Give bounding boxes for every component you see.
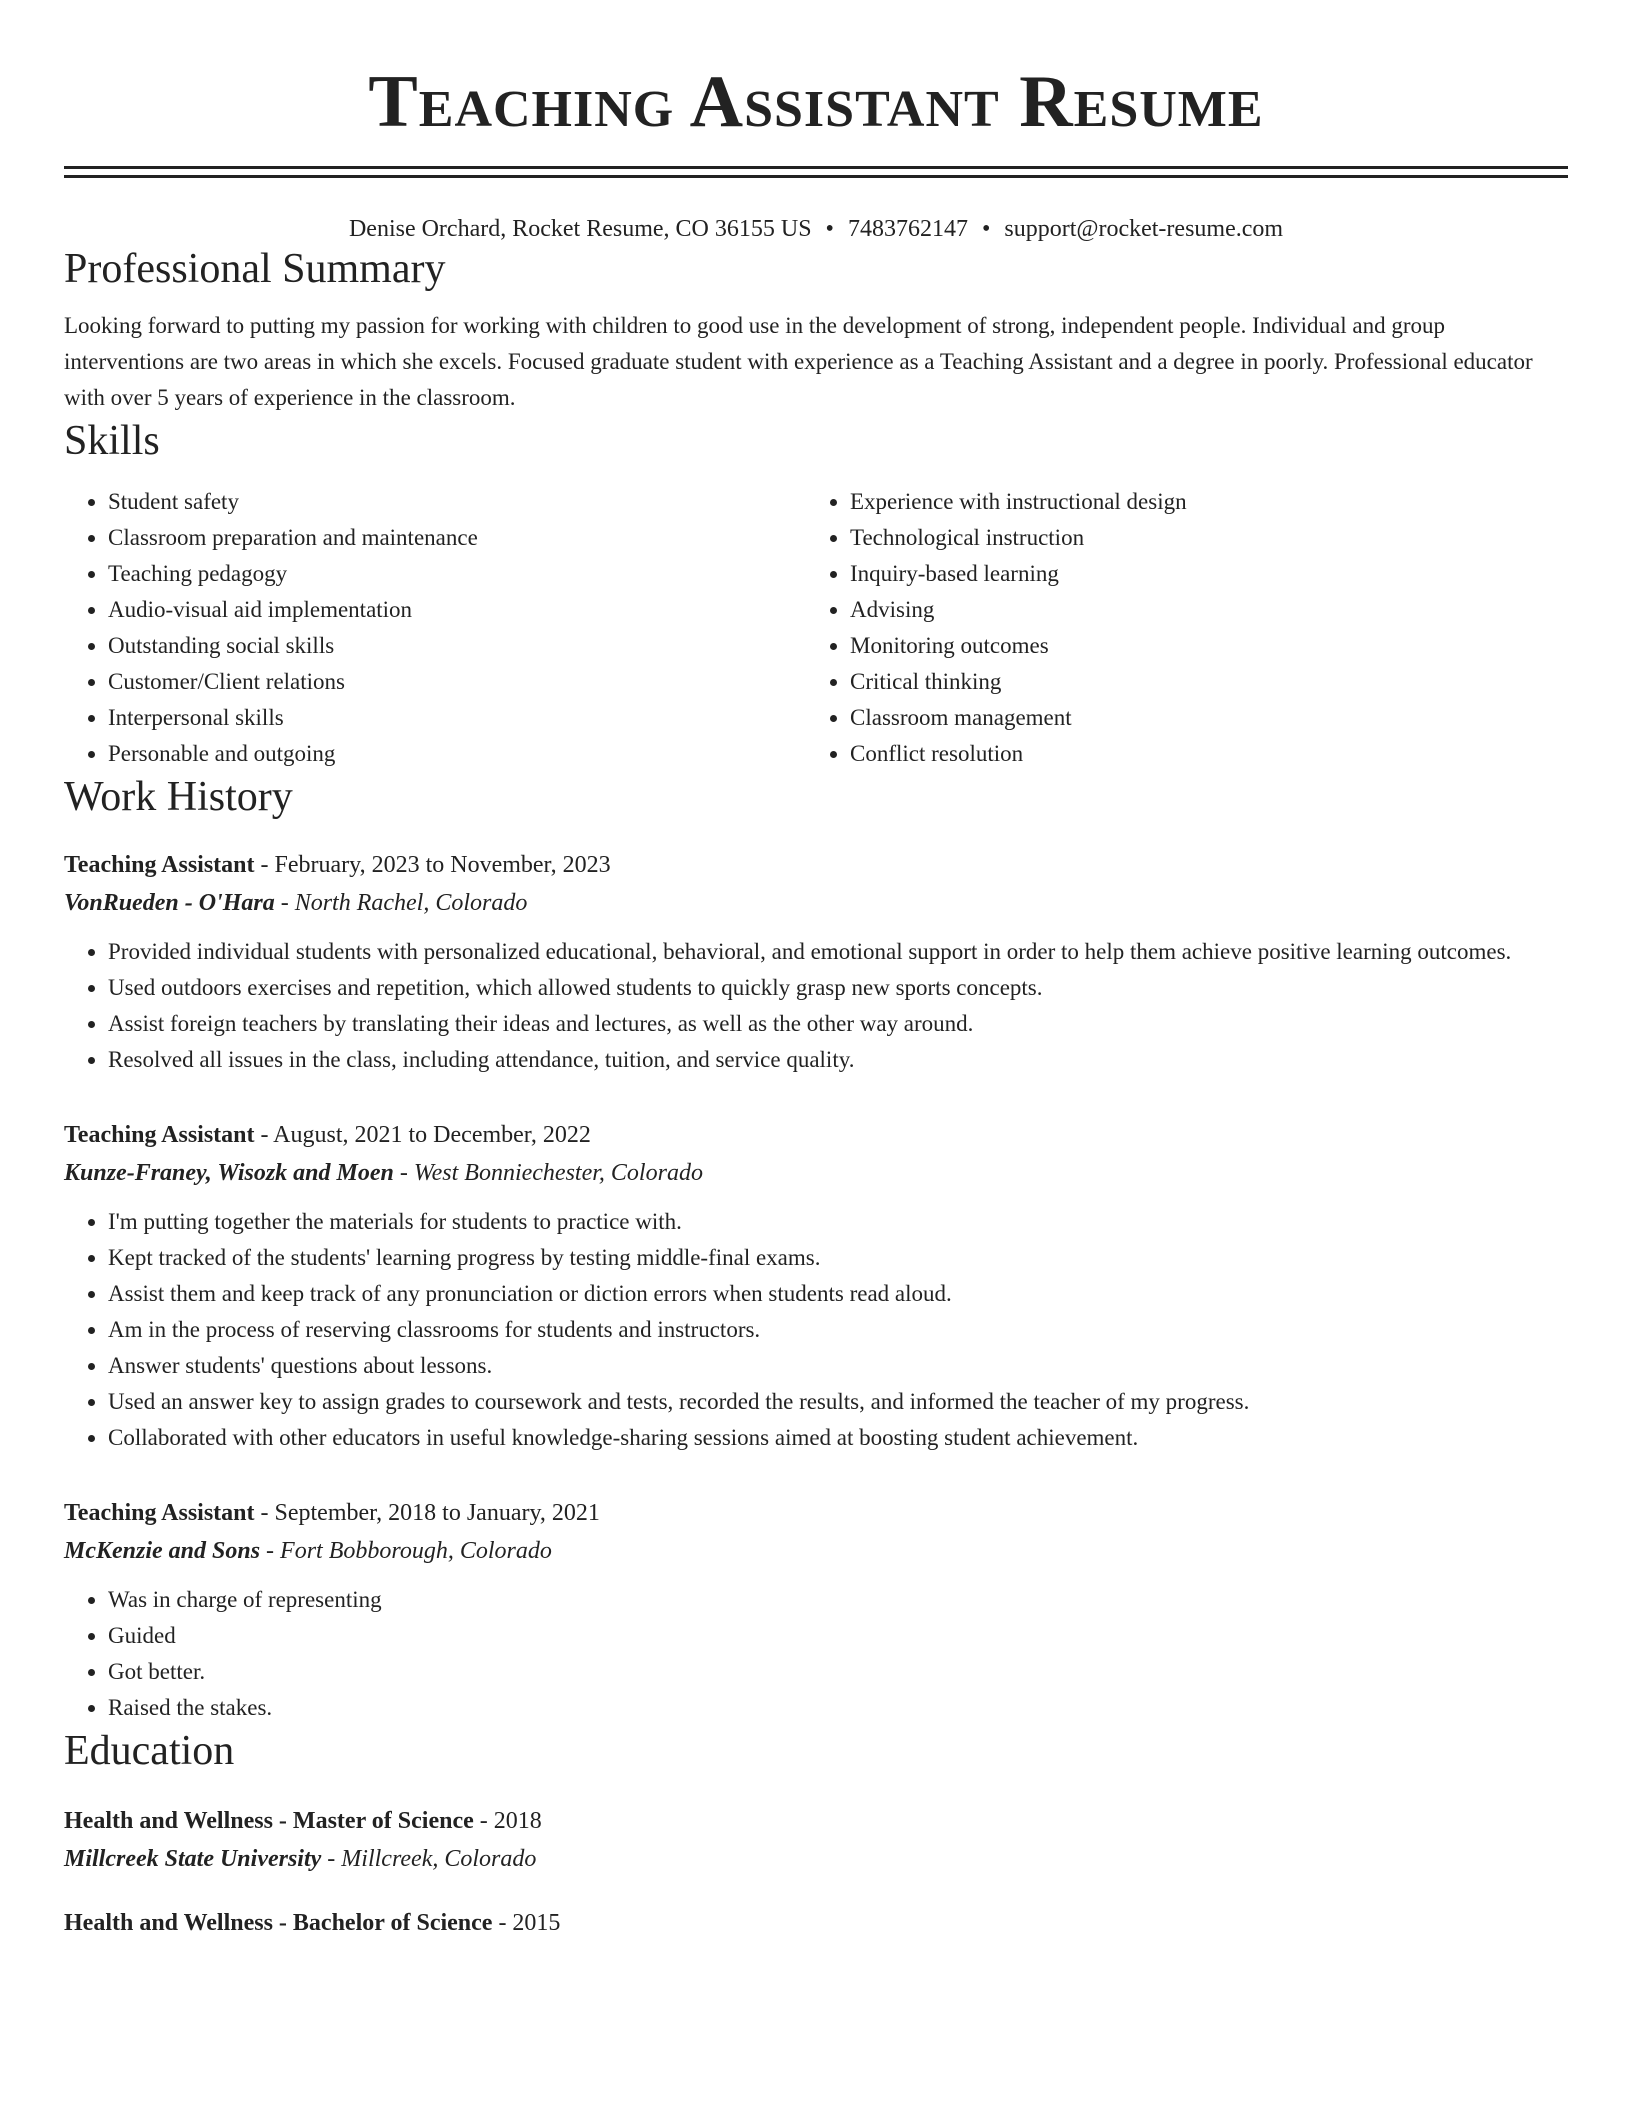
job-title-line bbox=[64, 1494, 1568, 1532]
job-location: - North Rachel, Colorado bbox=[274, 890, 528, 916]
summary-text: Looking forward to putting my passion for working with children to good use in the development of strong, independent people. Individual and group interventions are two areas in which she excels. Focused graduate student with experience as a Teaching Assistant and a degree in poorly. Professional educator with over 5 years of experience in the classroom. bbox=[64, 313, 1533, 410]
job-entry bbox=[64, 1116, 1568, 1456]
skill-item: • Monitoring outcomes bbox=[850, 628, 1548, 664]
job-title-line bbox=[64, 846, 1568, 884]
skill-item: • Customer/Client relations bbox=[108, 664, 806, 700]
job-location: - Fort Bobborough, Colorado bbox=[260, 1538, 552, 1564]
contact-email: support@rocket-resume.com bbox=[1004, 216, 1284, 242]
skill-item: • Technological instruction bbox=[850, 520, 1548, 556]
title-divider-bottom bbox=[64, 175, 1568, 178]
education-heading: Education bbox=[64, 1728, 235, 1774]
job-dates: - August, 2021 to December, 2022 bbox=[254, 1122, 591, 1148]
job-company: VonRueden - O'Hara bbox=[64, 890, 275, 916]
duty-item: • I'm putting together the materials for students to practice with. bbox=[108, 1204, 1568, 1240]
contact-line bbox=[64, 214, 1568, 244]
skill-item: • Inquiry-based learning bbox=[850, 556, 1548, 592]
job-dates: - February, 2023 to November, 2023 bbox=[254, 852, 611, 878]
work-history-heading: Work History bbox=[64, 774, 293, 820]
skills-list bbox=[64, 484, 1568, 772]
skill-item: • Classroom management bbox=[850, 700, 1548, 736]
duty-item: • Provided individual students with personalized educational, behavioral, and emotional support in order to help them achieve positive learning outcomes. bbox=[108, 934, 1568, 970]
job-entry bbox=[64, 846, 1568, 1078]
skill-item: • Advising bbox=[850, 592, 1548, 628]
job-duties bbox=[64, 1204, 1568, 1456]
resume-title: Teaching Assistant Resume bbox=[368, 61, 1264, 143]
education-entry bbox=[64, 1802, 1568, 1878]
duty-item: • Got better. bbox=[108, 1654, 1568, 1690]
job-duties bbox=[64, 934, 1568, 1078]
education-location: - Millcreek, Colorado bbox=[321, 1846, 537, 1872]
duty-item: • Guided bbox=[108, 1618, 1568, 1654]
education-degree-line bbox=[64, 1904, 1568, 1942]
duty-item: • Kept tracked of the students' learning progress by testing middle-final exams. bbox=[108, 1240, 1568, 1276]
contact-separator: • bbox=[981, 216, 991, 242]
job-duties bbox=[64, 1582, 1568, 1726]
skill-item: • Student safety bbox=[108, 484, 806, 520]
contact-separator: • bbox=[825, 216, 834, 242]
education-year: - 2015 bbox=[492, 1910, 561, 1936]
title-divider-top bbox=[64, 166, 1568, 169]
skill-item: • Critical thinking bbox=[850, 664, 1548, 700]
skill-item: • Outstanding social skills bbox=[108, 628, 806, 664]
skill-item: • Personable and outgoing bbox=[108, 736, 806, 772]
education-school-line bbox=[64, 1840, 1568, 1878]
duty-item: • Am in the process of reserving classrooms for students and instructors. bbox=[108, 1312, 1568, 1348]
duty-item: • Assist foreign teachers by translating their ideas and lectures, as well as the other way around. bbox=[108, 1006, 1568, 1042]
skill-item: • Audio-visual aid implementation bbox=[108, 592, 806, 628]
education-school: Millcreek State University bbox=[64, 1846, 322, 1872]
duty-item: • Used outdoors exercises and repetition, which allowed students to quickly grasp new sports concepts. bbox=[108, 970, 1568, 1006]
duty-item: • Collaborated with other educators in useful knowledge-sharing sessions aimed at boosting student achievement. bbox=[108, 1420, 1568, 1456]
job-company: McKenzie and Sons bbox=[64, 1538, 261, 1564]
contact-address: Denise Orchard, Rocket Resume, CO 36155 US bbox=[348, 216, 812, 242]
job-location: - West Bonniechester, Colorado bbox=[393, 1160, 703, 1186]
skill-item: • Classroom preparation and maintenance bbox=[108, 520, 806, 556]
education-degree: Health and Wellness - Master of Science bbox=[64, 1808, 474, 1834]
duty-item: • Was in charge of representing bbox=[108, 1582, 1568, 1618]
skills-column-left bbox=[64, 484, 806, 772]
duty-item: • Assist them and keep track of any pronunciation or diction errors when students read aloud. bbox=[108, 1276, 1568, 1312]
job-dates: - September, 2018 to January, 2021 bbox=[254, 1500, 600, 1526]
job-title-line bbox=[64, 1116, 1568, 1154]
skill-item: • Conflict resolution bbox=[850, 736, 1548, 772]
duty-item: • Answer students' questions about lessons. bbox=[108, 1348, 1568, 1384]
duty-item: • Raised the stakes. bbox=[108, 1690, 1568, 1726]
contact-phone: 7483762147 bbox=[847, 216, 968, 242]
duty-item: • Resolved all issues in the class, including attendance, tuition, and service quality. bbox=[108, 1042, 1568, 1078]
job-entry bbox=[64, 1494, 1568, 1726]
resume-page bbox=[64, 0, 1568, 1942]
skill-item: • Experience with instructional design bbox=[850, 484, 1548, 520]
skills-column-right bbox=[806, 484, 1548, 772]
education-entry bbox=[64, 1904, 1568, 1942]
summary-heading: Professional Summary bbox=[64, 246, 446, 292]
job-title: Teaching Assistant bbox=[64, 1500, 255, 1526]
duty-item: • Used an answer key to assign grades to coursework and tests, recorded the results, and informed the teacher of my progress. bbox=[108, 1384, 1568, 1420]
job-company-line bbox=[64, 1154, 1568, 1192]
job-title: Teaching Assistant bbox=[64, 852, 255, 878]
skill-item: • Interpersonal skills bbox=[108, 700, 806, 736]
job-title: Teaching Assistant bbox=[64, 1122, 255, 1148]
skill-item: • Teaching pedagogy bbox=[108, 556, 806, 592]
job-company-line bbox=[64, 1532, 1568, 1570]
job-company-line bbox=[64, 884, 1568, 922]
education-degree-line bbox=[64, 1802, 1568, 1840]
job-company: Kunze-Franey, Wisozk and Moen bbox=[64, 1160, 394, 1186]
education-year: - 2018 bbox=[473, 1808, 542, 1834]
skills-heading: Skills bbox=[64, 418, 160, 464]
education-degree: Health and Wellness - Bachelor of Science bbox=[64, 1910, 493, 1936]
